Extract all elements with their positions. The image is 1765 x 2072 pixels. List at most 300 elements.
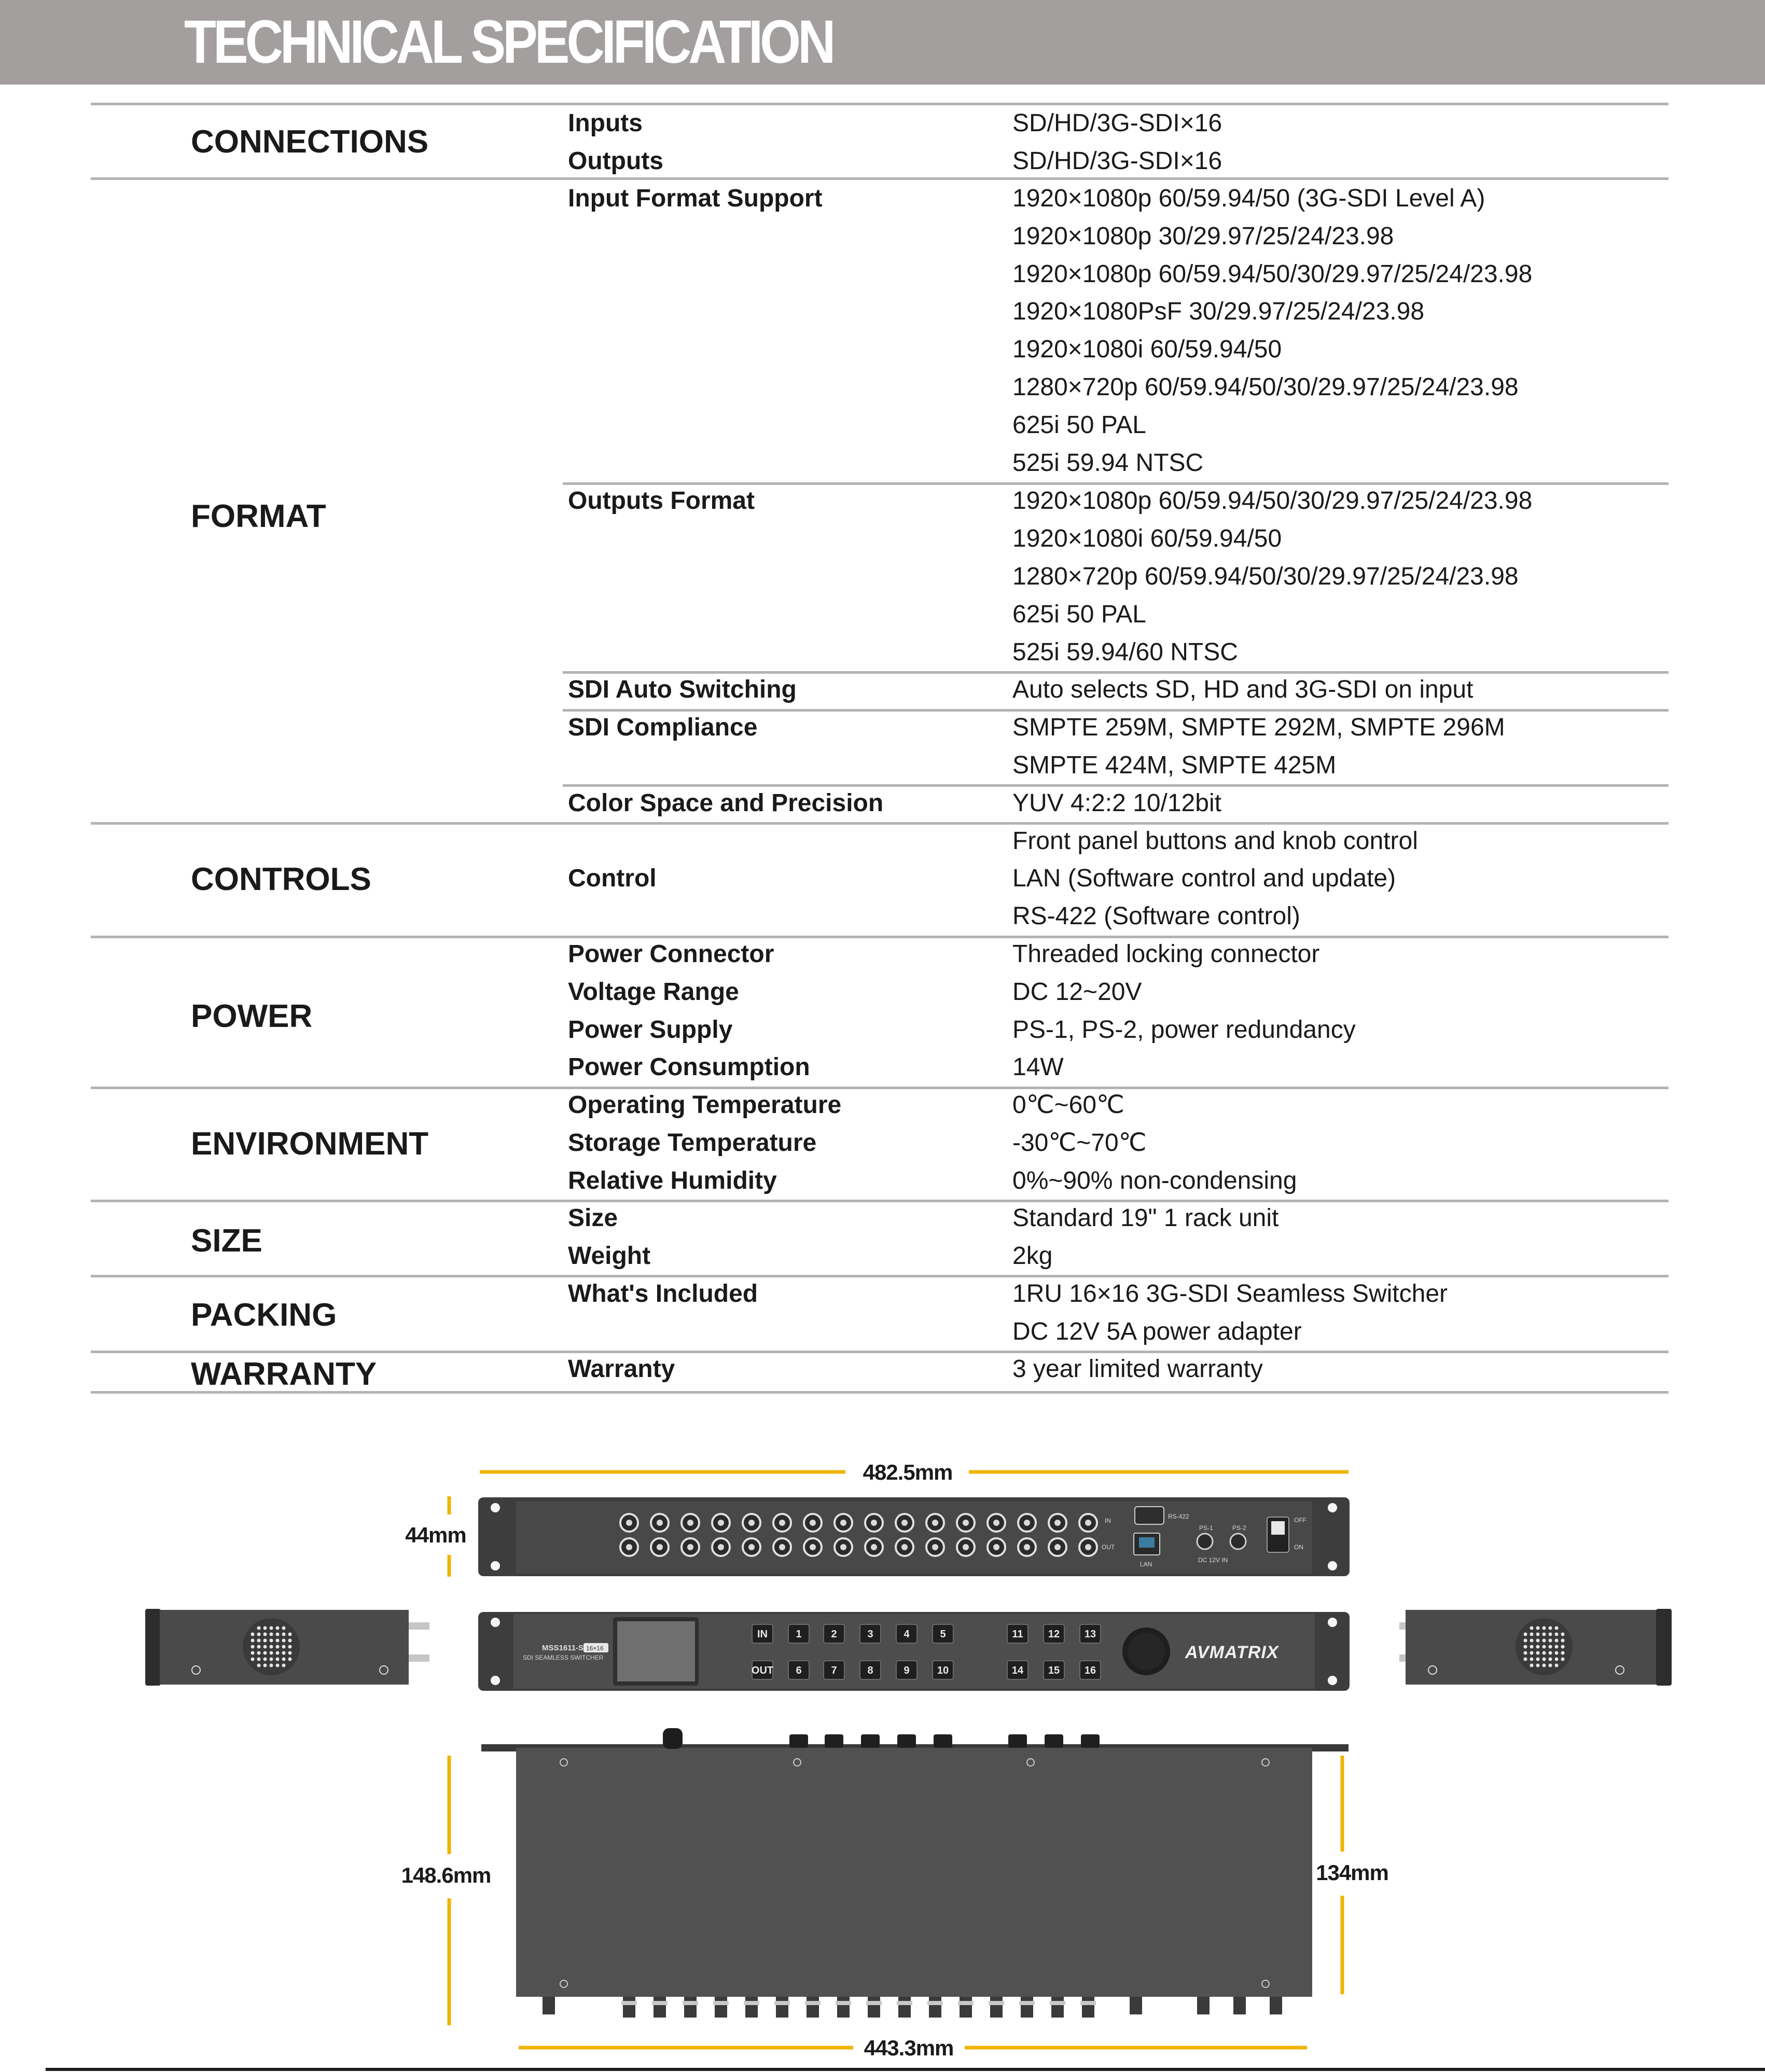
- bnc-body: [929, 1997, 941, 2018]
- fan-hole: [1530, 1626, 1534, 1630]
- spec-value: SD/HD/3G-SDI×16: [1012, 147, 1222, 175]
- fan-hole: [1561, 1651, 1565, 1655]
- spec-value: 1920×1080p 60/59.94/50/30/29.97/25/24/23.98: [1012, 487, 1533, 514]
- top-button-row: [789, 1734, 1100, 1748]
- spec-label: Size: [568, 1204, 618, 1232]
- spec-label: Outputs: [568, 147, 663, 175]
- fan-hole: [282, 1664, 286, 1667]
- bnc-pin: [810, 1520, 816, 1526]
- front-panel-view: [478, 1612, 1350, 1691]
- bnc-pin: [626, 1544, 632, 1550]
- fan-hole: [1549, 1633, 1552, 1636]
- bnc-pin: [993, 1544, 999, 1550]
- channel-button-label: 8: [867, 1665, 873, 1676]
- channel-button-label: 7: [831, 1665, 837, 1676]
- fan-hole: [1542, 1633, 1546, 1636]
- fan-hole: [1530, 1664, 1534, 1667]
- bnc-pin: [657, 1544, 663, 1550]
- spec-value: 625i 50 PAL: [1012, 601, 1146, 628]
- spec-value: DC 12V 5A power adapter: [1012, 1318, 1302, 1345]
- spec-label: Relative Humidity: [568, 1167, 777, 1194]
- rear-label-lan: LAN: [1140, 1561, 1152, 1568]
- bnc-ring: [897, 2001, 912, 2005]
- spec-value: 14W: [1012, 1053, 1064, 1081]
- dimension-label: 148.6mm: [401, 1863, 491, 1887]
- category-environment: ENVIRONMENT: [191, 1126, 429, 1162]
- bnc-pin: [871, 1544, 877, 1550]
- spec-label: Operating Temperature: [568, 1091, 842, 1119]
- fan-hole: [1536, 1633, 1540, 1636]
- rs422-port: [1135, 1507, 1164, 1524]
- fan-hole: [257, 1639, 261, 1643]
- fan-hole: [1524, 1633, 1527, 1636]
- bnc-ring: [621, 2001, 637, 2005]
- fan-hole: [276, 1639, 280, 1643]
- bnc-pin: [901, 1544, 908, 1550]
- bnc-pin: [1024, 1544, 1030, 1550]
- dimension-depth-body: [1316, 1756, 1388, 1994]
- fan-hole: [263, 1639, 267, 1643]
- fan-hole: [263, 1633, 267, 1636]
- channel-button-label: 3: [867, 1629, 873, 1640]
- fan-hole: [251, 1639, 255, 1643]
- bnc-body: [654, 1997, 666, 2018]
- bnc-pin: [626, 1520, 632, 1526]
- spec-value: 1280×720p 60/59.94/50/30/29.97/25/24/23.98: [1012, 373, 1519, 401]
- spec-value: 2kg: [1012, 1242, 1053, 1270]
- spec-value: -30℃~70℃: [1012, 1129, 1147, 1157]
- fan-hole: [1530, 1645, 1534, 1649]
- bnc-body: [1051, 1997, 1064, 2018]
- ps1-connector: [1197, 1534, 1213, 1549]
- fan-hole: [1542, 1645, 1546, 1649]
- bnc-ring: [1080, 2001, 1096, 2005]
- dimension-label: 482.5mm: [863, 1460, 953, 1484]
- fan-hole: [270, 1664, 273, 1667]
- fan-hole: [270, 1633, 273, 1636]
- bnc-ring: [1050, 2001, 1065, 2005]
- rear-label-rs422: RS-422: [1168, 1513, 1189, 1520]
- bottom-rule: [46, 2068, 1765, 2071]
- fan-hole: [276, 1633, 280, 1636]
- control-knob-cap: [1128, 1633, 1165, 1670]
- fan-hole: [1555, 1645, 1559, 1649]
- rear-label-out: OUT: [1102, 1543, 1115, 1551]
- spec-label: Outputs Format: [568, 487, 755, 514]
- bnc-pin: [901, 1520, 908, 1526]
- rear-connector: [1197, 1997, 1210, 2014]
- right-side-view: [1399, 1609, 1672, 1686]
- fan-hole: [251, 1633, 255, 1636]
- fan-hole: [270, 1639, 273, 1643]
- spec-value: 1920×1080i 60/59.94/50: [1012, 336, 1282, 363]
- top-button: [1045, 1734, 1063, 1748]
- rear-label-dc: DC 12V IN: [1198, 1556, 1228, 1564]
- rack-hole: [491, 1618, 500, 1627]
- side-connector: [409, 1654, 429, 1662]
- fan-hole: [276, 1645, 280, 1649]
- channel-button-label: 11: [1012, 1629, 1023, 1640]
- fan-hole: [270, 1651, 273, 1655]
- lan-port-socket: [1139, 1537, 1155, 1548]
- spec-value: PS-1, PS-2, power redundancy: [1012, 1016, 1356, 1044]
- bnc-pin: [779, 1544, 785, 1550]
- top-button: [825, 1734, 843, 1748]
- fan-hole: [282, 1626, 286, 1630]
- bnc-body: [715, 1997, 727, 2018]
- spec-label: Power Consumption: [568, 1053, 810, 1081]
- bnc-body: [776, 1997, 788, 2018]
- spec-value: YUV 4:2:2 10/12bit: [1012, 789, 1221, 817]
- bnc-ring: [652, 2001, 668, 2005]
- rack-hole: [491, 1561, 500, 1570]
- category-controls: CONTROLS: [191, 861, 371, 897]
- fan-hole: [1561, 1645, 1565, 1649]
- fan-hole: [1524, 1658, 1527, 1661]
- fan-hole: [257, 1651, 261, 1655]
- fan-hole: [270, 1645, 273, 1649]
- bnc-ring: [836, 2001, 851, 2005]
- bnc-body: [807, 1997, 819, 2018]
- dimension-width-body: [519, 2036, 1307, 2060]
- fan-hole: [1555, 1639, 1559, 1643]
- top-view: [481, 1728, 1349, 2018]
- spec-value: 3 year limited warranty: [1012, 1355, 1263, 1383]
- fan-hole: [251, 1651, 255, 1655]
- fan-hole: [1524, 1639, 1527, 1643]
- fan-hole: [282, 1658, 286, 1661]
- fan-hole: [257, 1633, 261, 1636]
- fan-hole: [1549, 1664, 1552, 1667]
- spec-value: RS-422 (Software control): [1012, 902, 1300, 930]
- fan-hole: [1542, 1658, 1546, 1661]
- spec-value: 1920×1080PsF 30/29.97/25/24/23.98: [1012, 298, 1425, 325]
- channel-button-label: 6: [796, 1665, 802, 1676]
- fan-hole: [263, 1664, 267, 1667]
- fan-hole: [251, 1658, 255, 1661]
- channel-button-label: 10: [937, 1665, 949, 1676]
- bnc-ring: [805, 2001, 821, 2005]
- spec-value: 1RU 16×16 3G-SDI Seamless Switcher: [1012, 1280, 1448, 1308]
- fan-hole: [288, 1639, 292, 1643]
- top-button: [1008, 1734, 1027, 1748]
- fan-hole: [1555, 1626, 1559, 1630]
- bnc-pin: [687, 1520, 693, 1526]
- bnc-pin: [1085, 1544, 1091, 1550]
- spec-label: Voltage Range: [568, 978, 739, 1006]
- top-cover: [516, 1748, 1312, 1997]
- spec-value: Standard 19" 1 rack unit: [1012, 1204, 1279, 1232]
- bnc-pin: [963, 1544, 969, 1550]
- power-switch-rocker: [1271, 1521, 1285, 1535]
- rack-hole: [491, 1503, 500, 1512]
- button-in-label: IN: [757, 1629, 768, 1640]
- spec-label: SDI Auto Switching: [568, 676, 797, 703]
- bnc-ring: [866, 2001, 882, 2005]
- fan-hole: [257, 1645, 261, 1649]
- bnc-pin: [779, 1520, 785, 1526]
- page-title: TECHNICAL SPECIFICATION: [184, 8, 833, 76]
- fan-hole: [276, 1626, 280, 1630]
- fan-hole: [270, 1626, 273, 1630]
- bnc-pin: [718, 1520, 724, 1526]
- bnc-body: [898, 1997, 911, 2018]
- bnc-pin: [1054, 1520, 1061, 1526]
- side-bracket: [1656, 1609, 1672, 1686]
- spec-value: 1920×1080p 60/59.94/50/30/29.97/25/24/23.98: [1012, 260, 1533, 288]
- spec-label: Warranty: [568, 1355, 675, 1383]
- spec-value: SMPTE 259M, SMPTE 292M, SMPTE 296M: [1012, 714, 1505, 741]
- channel-button-label: 13: [1084, 1629, 1096, 1640]
- fan-hole: [1536, 1651, 1540, 1655]
- rear-connector: [543, 1997, 555, 2014]
- bnc-pin: [840, 1520, 846, 1526]
- spec-value: 0%~90% non-condensing: [1012, 1167, 1297, 1194]
- fan-hole: [276, 1651, 280, 1655]
- fan-hole: [263, 1626, 267, 1630]
- bnc-pin: [932, 1520, 938, 1526]
- spec-value: Threaded locking connector: [1012, 940, 1320, 968]
- category-size: SIZE: [191, 1223, 262, 1259]
- channel-button-label: 15: [1048, 1665, 1060, 1676]
- bnc-pin: [871, 1520, 877, 1526]
- bnc-body: [623, 1997, 635, 2018]
- dimension-label: 44mm: [405, 1523, 466, 1547]
- fan-hole: [1536, 1645, 1540, 1649]
- bnc-pin: [687, 1544, 693, 1550]
- bnc-ring: [713, 2001, 729, 2005]
- spec-value: 1920×1080p 60/59.94/50 (3G-SDI Level A): [1012, 185, 1485, 212]
- bnc-pin: [810, 1544, 816, 1550]
- side-connector: [409, 1622, 429, 1630]
- fan-hole: [1555, 1633, 1559, 1636]
- fan-hole: [276, 1664, 280, 1667]
- bnc-body: [745, 1997, 758, 2018]
- spec-value: 1920×1080i 60/59.94/50: [1012, 525, 1282, 552]
- spec-value: 625i 50 PAL: [1012, 411, 1146, 439]
- rear-label-ps2: PS-2: [1232, 1524, 1246, 1532]
- channel-button-label: 5: [940, 1629, 946, 1640]
- fan-hole: [1561, 1633, 1565, 1636]
- fan-hole: [288, 1658, 292, 1661]
- spec-value: LAN (Software control and update): [1012, 865, 1396, 892]
- bnc-ring: [744, 2001, 759, 2005]
- spec-label: SDI Compliance: [568, 714, 758, 741]
- channel-button-label: 1: [796, 1629, 802, 1640]
- fan-hole: [1549, 1651, 1552, 1655]
- rear-label-on: ON: [1294, 1543, 1303, 1551]
- bnc-body: [1082, 1997, 1094, 2018]
- spec-value: SD/HD/3G-SDI×16: [1012, 109, 1222, 137]
- bnc-pin: [840, 1544, 846, 1550]
- spec-label: What's Included: [568, 1280, 758, 1308]
- spec-label: Weight: [568, 1242, 651, 1270]
- rack-hole: [1328, 1676, 1337, 1685]
- spec-value: 525i 59.94/60 NTSC: [1012, 638, 1238, 666]
- bnc-pin: [932, 1544, 938, 1550]
- fan-hole: [1530, 1633, 1534, 1636]
- spec-label: Input Format Support: [568, 185, 823, 212]
- bnc-pin: [748, 1520, 755, 1526]
- fan-hole: [276, 1658, 280, 1661]
- dimension-depth-total: [401, 1756, 491, 2025]
- bnc-ring: [989, 2001, 1004, 2005]
- top-button: [789, 1734, 808, 1748]
- spec-label: Control: [568, 865, 657, 892]
- bnc-pin: [1085, 1520, 1091, 1526]
- category-format: FORMAT: [191, 498, 326, 534]
- dimension-width-total: [480, 1460, 1349, 1484]
- channel-button-label: 9: [904, 1665, 910, 1676]
- fan-hole: [282, 1645, 286, 1649]
- rack-hole: [1328, 1618, 1337, 1627]
- bnc-pin: [718, 1544, 724, 1550]
- rack-hole: [491, 1676, 500, 1685]
- category-warranty: WARRANTY: [191, 1356, 377, 1392]
- fan-hole: [263, 1651, 267, 1655]
- fan-hole: [257, 1664, 261, 1667]
- spec-value: 1280×720p 60/59.94/50/30/29.97/25/24/23.98: [1012, 563, 1519, 590]
- channel-button-label: 14: [1011, 1665, 1024, 1676]
- dimension-label: 443.3mm: [864, 2036, 954, 2060]
- fan-hole: [282, 1651, 286, 1655]
- spec-value: 525i 59.94 NTSC: [1012, 449, 1204, 477]
- rack-hole: [1328, 1503, 1337, 1512]
- fan-hole: [257, 1626, 261, 1630]
- channel-button-label: 4: [904, 1629, 910, 1640]
- fan-hole: [1549, 1658, 1552, 1661]
- model-badge: 16×16: [586, 1645, 604, 1652]
- bnc-body: [1021, 1997, 1033, 2018]
- fan-hole: [1530, 1651, 1534, 1655]
- rear-label-in: IN: [1105, 1517, 1111, 1524]
- spec-value: 0℃~60℃: [1012, 1091, 1124, 1119]
- fan-hole: [263, 1645, 267, 1649]
- bnc-ring: [958, 2001, 974, 2005]
- model-subtitle: SDI SEAMLESS SWITCHER: [523, 1654, 604, 1661]
- spec-label: Storage Temperature: [568, 1129, 817, 1157]
- spec-label: Inputs: [568, 109, 643, 137]
- rear-label-ps1: PS-1: [1199, 1524, 1213, 1532]
- spec-label: Power Supply: [568, 1016, 733, 1044]
- bnc-pin: [657, 1520, 663, 1526]
- fan-hole: [1530, 1639, 1534, 1643]
- spec-label: Power Connector: [568, 940, 774, 968]
- fan-hole: [1536, 1639, 1540, 1643]
- spec-value: Auto selects SD, HD and 3G-SDI on input: [1012, 676, 1474, 703]
- bnc-pin: [1054, 1544, 1061, 1550]
- model-name: MSS1611-S: [542, 1644, 584, 1652]
- rack-hole: [1328, 1561, 1337, 1570]
- top-button: [861, 1734, 880, 1748]
- rear-connector: [1270, 1997, 1282, 2014]
- fan-hole: [1561, 1658, 1565, 1661]
- fan-hole: [282, 1633, 286, 1636]
- fan-hole: [1555, 1664, 1559, 1667]
- bnc-body: [868, 1997, 880, 2018]
- fan-hole: [1549, 1645, 1552, 1649]
- bnc-body: [960, 1997, 972, 2018]
- bnc-body: [990, 1997, 1003, 2018]
- category-packing: PACKING: [191, 1297, 337, 1333]
- bnc-pin: [993, 1520, 999, 1526]
- channel-button-label: 16: [1084, 1665, 1096, 1676]
- fan-hole: [1542, 1626, 1546, 1630]
- side-bracket: [145, 1609, 161, 1686]
- fan-hole: [1549, 1639, 1552, 1643]
- bnc-ring: [927, 2001, 943, 2005]
- fan-hole: [282, 1639, 286, 1643]
- rear-connector: [1233, 1997, 1246, 2014]
- button-out-label: OUT: [751, 1665, 774, 1676]
- top-bnc-row: [543, 1997, 1282, 2018]
- brand-logo: AVMATRIX: [1185, 1643, 1279, 1662]
- channel-button-label: 2: [831, 1629, 837, 1640]
- spec-label: Color Space and Precision: [568, 789, 884, 817]
- fan-hole: [288, 1633, 292, 1636]
- bnc-pin: [748, 1544, 755, 1550]
- lcd-screen: [617, 1621, 695, 1681]
- bnc-pin: [963, 1520, 969, 1526]
- category-connections: CONNECTIONS: [191, 124, 429, 160]
- fan-hole: [257, 1658, 261, 1661]
- spec-value: DC 12~20V: [1012, 978, 1142, 1006]
- bnc-body: [684, 1997, 697, 2018]
- left-side-view: [145, 1609, 429, 1686]
- bnc-pin: [1024, 1520, 1030, 1526]
- rear-label-off: OFF: [1294, 1517, 1307, 1524]
- fan-hole: [1555, 1651, 1559, 1655]
- top-knob: [663, 1728, 683, 1749]
- rear-panel-body: [516, 1501, 1312, 1574]
- channel-button-label: 12: [1048, 1629, 1060, 1640]
- fan-hole: [263, 1658, 267, 1661]
- fan-hole: [1561, 1639, 1565, 1643]
- fan-hole: [288, 1645, 292, 1649]
- rear-panel-view: [478, 1497, 1350, 1576]
- top-button: [1081, 1734, 1100, 1748]
- fan-hole: [1530, 1658, 1534, 1661]
- fan-hole: [1542, 1639, 1546, 1643]
- fan-hole: [1549, 1626, 1552, 1630]
- bnc-ring: [683, 2001, 698, 2005]
- dimension-label: 134mm: [1316, 1860, 1388, 1885]
- fan-hole: [251, 1645, 255, 1649]
- spec-value: SMPTE 424M, SMPTE 425M: [1012, 752, 1337, 779]
- bnc-body: [837, 1997, 850, 2018]
- rear-connector: [1130, 1997, 1142, 2014]
- fan-hole: [1542, 1664, 1546, 1667]
- fan-hole: [288, 1651, 292, 1655]
- fan-hole: [1536, 1626, 1540, 1630]
- fan-hole: [270, 1658, 273, 1661]
- fan-hole: [1536, 1658, 1540, 1661]
- fan-hole: [1542, 1651, 1546, 1655]
- bnc-ring: [774, 2001, 790, 2005]
- fan-hole: [1524, 1651, 1527, 1655]
- category-power: POWER: [191, 998, 313, 1034]
- dimension-height: [405, 1496, 466, 1577]
- spec-value: 1920×1080p 30/29.97/25/24/23.98: [1012, 223, 1394, 250]
- bnc-ring: [1019, 2001, 1035, 2005]
- fan-hole: [1524, 1645, 1527, 1649]
- fan-hole: [1536, 1664, 1540, 1667]
- top-button: [934, 1734, 952, 1748]
- spec-value: Front panel buttons and knob control: [1012, 827, 1418, 855]
- top-button: [897, 1734, 916, 1748]
- fan-hole: [1555, 1658, 1559, 1661]
- ps2-connector: [1230, 1534, 1246, 1549]
